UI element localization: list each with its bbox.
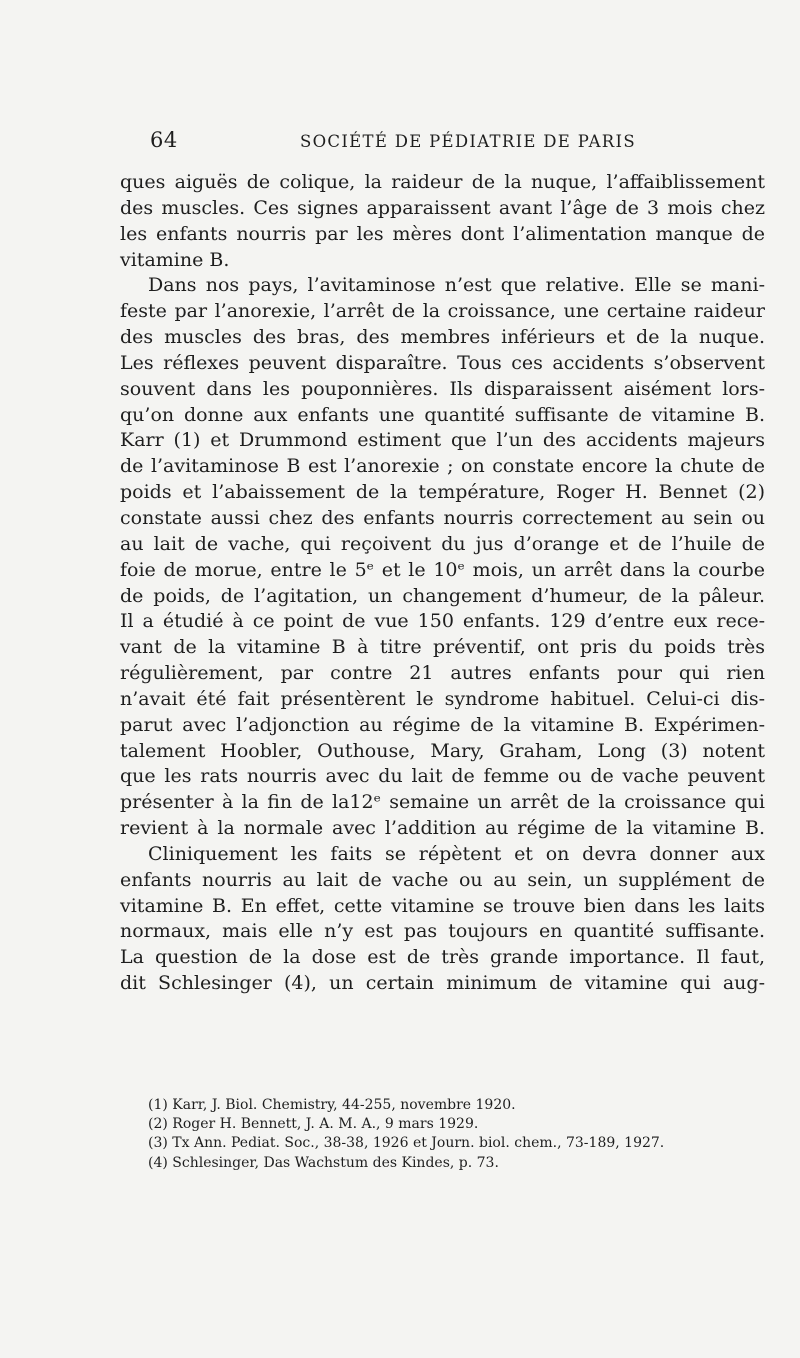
body-line: enfants nourris au lait de vache ou au sein, un supplément de (120, 868, 765, 891)
body-line: qu’on donne aux enfants une quantité suffisante de vitamine B. (120, 403, 765, 426)
body-line: de poids, de l’agitation, un changement d’humeur, de la pâleur. (120, 584, 765, 607)
body-line: normaux, mais elle n’y est pas toujours en quantité suffisante. (120, 920, 765, 943)
footnote: (2) Roger H. Bennett, J. A. M. A., 9 mars 1929. (148, 1116, 479, 1133)
body-line: les enfants nourris par les mères dont l’alimentation manque de (120, 222, 765, 245)
body-line: n’avait été fait présentèrent le syndrome habituel. Celui-ci dis- (120, 687, 765, 710)
body-line: que les rats nourris avec du lait de femme ou de vache peuvent (120, 765, 765, 788)
page-header (150, 128, 765, 158)
body-line: Les réflexes peuvent disparaître. Tous ces accidents s’observent (120, 351, 765, 374)
body-line: vitamine B. (120, 248, 230, 271)
body-line: au lait de vache, qui reçoivent du jus d’orange et de l’huile de (120, 532, 765, 555)
body-line: feste par l’anorexie, l’arrêt de la croissance, une certaine raideur (120, 300, 765, 323)
body-line: des muscles. Ces signes apparaissent avant l’âge de 3 mois chez (120, 196, 765, 219)
running-head: SOCIÉTÉ DE PÉDIATRIE DE PARIS (300, 132, 636, 151)
body-line: Dans nos pays, l’avitaminose n’est que relative. Elle se mani- (148, 274, 765, 297)
body-line: des muscles des bras, des membres inférieurs et de la nuque. (120, 326, 765, 349)
body-line: parut avec l’adjonction au régime de la vitamine B. Expérimen- (120, 713, 765, 736)
footnote: (1) Karr, J. Biol. Chemistry, 44-255, novembre 1920. (148, 1097, 516, 1113)
body-line: vitamine B. En effet, cette vitamine se trouve bien dans les laits (120, 894, 765, 917)
body-line: de l’avitaminose B est l’anorexie ; on constate encore la chute de (120, 455, 765, 478)
body-line: Il a étudié à ce point de vue 150 enfants. 129 d’entre eux rece- (120, 610, 765, 633)
body-line: présenter à la fin de la12ᵉ semaine un arrêt de la croissance qui (120, 791, 765, 814)
body-line: constate aussi chez des enfants nourris correctement au sein ou (120, 506, 765, 529)
body-line: souvent dans les pouponnières. Ils disparaissent aisément lors- (120, 377, 765, 400)
page-number: 64 (150, 128, 178, 152)
body-line: Cliniquement les faits se répètent et on devra donner aux (148, 842, 765, 865)
body-line: vant de la vitamine B à titre préventif, ont pris du poids très (120, 636, 765, 659)
body-line: revient à la normale avec l’addition au régime de la vitamine B. (120, 817, 765, 840)
body-line: ques aiguës de colique, la raideur de la nuque, l’affaiblissement (120, 171, 765, 193)
body-line: dit Schlesinger (4), un certain minimum de vitamine qui aug- (120, 972, 765, 995)
footnote: (3) Tx Ann. Pediat. Soc., 38-38, 1926 et Journ. biol. chem., 73-189, 1927. (148, 1135, 665, 1152)
footnote: (4) Schlesinger, Das Wachstum des Kindes, p. 73. (148, 1154, 499, 1171)
body-line: talement Hoobler, Outhouse, Mary, Graham, Long (3) notent (120, 739, 765, 762)
body-line: La question de la dose est de très grande importance. Il faut, (120, 946, 765, 969)
body-line: régulièrement, par contre 21 autres enfants pour qui rien (120, 662, 765, 685)
body-text (120, 170, 765, 997)
footnotes (148, 1096, 748, 1173)
body-line: foie de morue, entre le 5ᵉ et le 10ᵉ mois, un arrêt dans la courbe (120, 558, 765, 581)
body-line: poids et l’abaissement de la température, Roger H. Bennet (2) (120, 481, 765, 504)
body-line: Karr (1) et Drummond estiment que l’un des accidents majeurs (120, 429, 765, 452)
